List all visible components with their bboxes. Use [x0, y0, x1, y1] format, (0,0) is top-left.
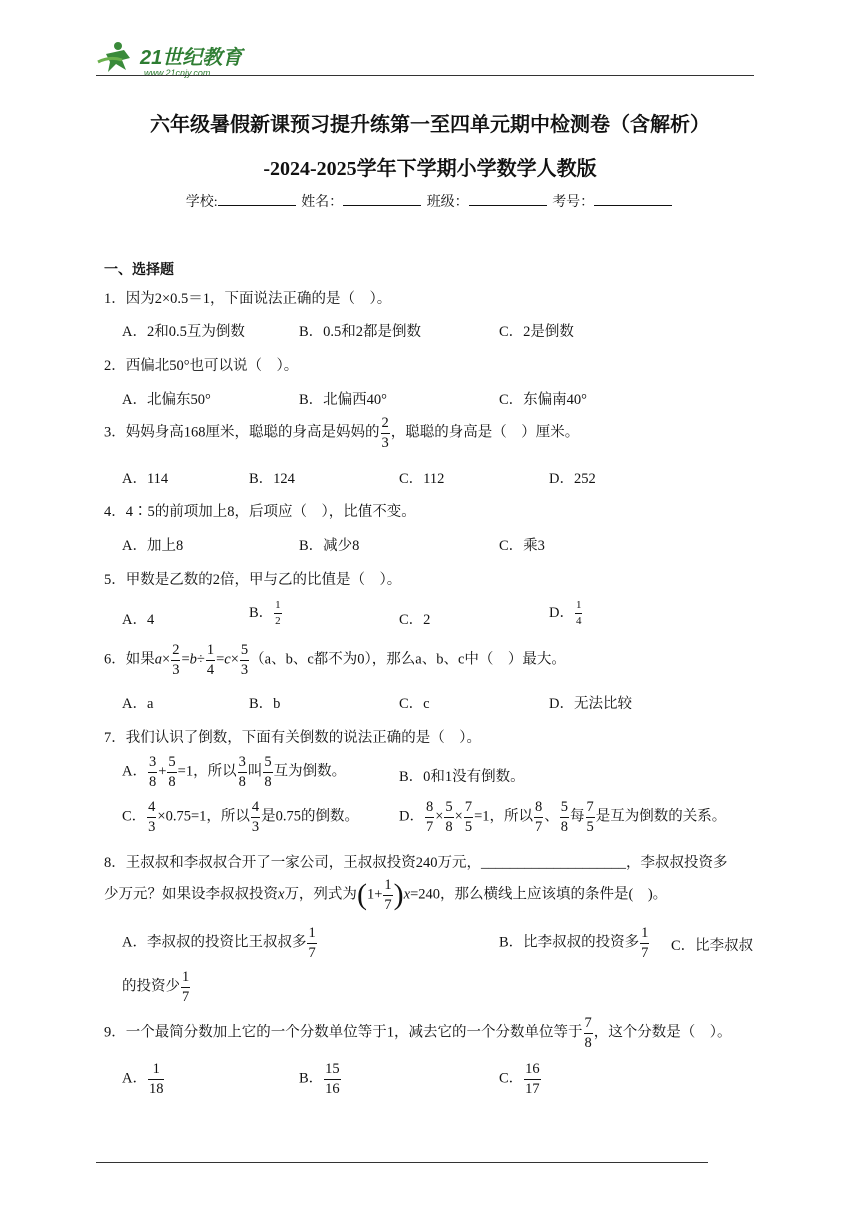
question-6: 6．如果a× $\frac{2}{3}$ =b÷ $\frac{1}{4}$ =c× $\frac{5}{3}$ （a、b、c都不为0），那么a、b、c中（ ）最大。: [104, 642, 566, 678]
q5-option-d[interactable]: D． $\frac{1}{4}$: [549, 599, 582, 627]
question-8-line2: 少万元？如果设李叔叔投资x万，列式为(1+ $\frac{1}{7}$ )x=240，那么横线上应该填的条件是( )。: [104, 877, 668, 913]
q8-option-a[interactable]: A．李叔叔的投资比王叔叔多 $\frac{1}{7}$: [122, 925, 316, 961]
q9-option-c[interactable]: C． $\frac{16}{17}$: [499, 1061, 540, 1097]
q3-option-b[interactable]: B．124: [249, 471, 295, 487]
name-label: 姓名：: [301, 195, 344, 210]
q6-frac-3: $\frac{5}{3}$: [240, 642, 249, 678]
q9-option-a[interactable]: A． $\frac{1}{18}$: [122, 1061, 164, 1097]
q6-option-d[interactable]: D．无法比较: [549, 696, 632, 712]
runner-icon: [98, 42, 130, 72]
q7-option-d[interactable]: D． $\frac{8}{7}$ × $\frac{5}{8}$ × $\frac{7}{5}$ =1，所以 $\frac{8}{7}$ 、 $\frac{5}{8}$ 每 $\frac{7}{5}$ 是互为倒数的关系。: [399, 799, 727, 835]
q1-option-c[interactable]: C．2是倒数: [499, 324, 574, 340]
question-5: 5．甲数是乙数的2倍，甲与乙的比值是（ ）。: [104, 572, 402, 588]
class-blank[interactable]: [469, 193, 547, 206]
footer-rule: [96, 1162, 708, 1163]
q8-option-c-line2[interactable]: 的投资少 $\frac{1}{7}$: [122, 969, 190, 1005]
q4-option-a[interactable]: A．加上8: [122, 538, 184, 554]
question-7: 7．我们认识了倒数，下面有关倒数的说法正确的是（ ）。: [104, 730, 481, 746]
q5-d-fraction: $\frac{1}{4}$: [575, 599, 582, 627]
q5-option-b[interactable]: B． $\frac{1}{2}$: [249, 599, 281, 627]
question-2: 2．西偏北50°也可以说（ ）。: [104, 358, 299, 374]
student-info-row: [0, 191, 860, 211]
q3-option-d[interactable]: D．252: [549, 471, 596, 487]
exam-number-blank[interactable]: [594, 193, 672, 206]
q2-option-a[interactable]: A．北偏东50°: [122, 392, 211, 408]
logo-text: 21世纪教育: [140, 47, 243, 69]
question-3: [104, 416, 579, 450]
q6-option-c[interactable]: C．c: [399, 696, 430, 712]
exam-number-label: 考号：: [552, 195, 595, 210]
q7-option-b[interactable]: B．0和1没有倒数。: [399, 769, 525, 785]
school-label: 学校:: [185, 195, 218, 210]
q8-option-c-line1[interactable]: C．比李叔叔: [671, 938, 754, 954]
site-logo: [96, 40, 296, 80]
q6-option-b[interactable]: B．b: [249, 696, 281, 712]
school-blank[interactable]: [218, 193, 296, 206]
q3-option-c[interactable]: C．112: [399, 471, 445, 487]
q7-option-c[interactable]: C． $\frac{4}{3}$ ×0.75=1，所以 $\frac{4}{3}$ 是0.75的倒数。: [122, 799, 360, 835]
q4-option-c[interactable]: C．乘3: [499, 538, 545, 554]
q5-option-a[interactable]: A．4: [122, 612, 155, 628]
question-9: 9．一个最简分数加上它的一个分数单位等于1，减去它的一个分数单位等于 $\frac{7}{8}$ ，这个分数是（ ）。: [104, 1015, 732, 1051]
q3-stem-pre: 3．妈妈身高168厘米，聪聪的身高是妈妈的: [104, 424, 380, 441]
q3-option-a[interactable]: A．114: [122, 471, 169, 487]
logo-url: www.21cnjy.com: [144, 68, 211, 78]
q2-option-b[interactable]: B．北偏西40°: [299, 392, 387, 408]
q9-option-b[interactable]: B． $\frac{15}{16}$: [299, 1061, 340, 1097]
q2-option-c[interactable]: C．东偏南40°: [499, 392, 587, 408]
question-8-line1: 8．王叔叔和李叔叔合开了一家公司，王叔叔投资240万元，____________________，李叔叔投资多: [104, 855, 728, 871]
q4-option-b[interactable]: B．减少8: [299, 538, 360, 554]
q6-option-a[interactable]: A．a: [122, 696, 154, 712]
q1-option-a[interactable]: A．2和0.5互为倒数: [122, 324, 245, 340]
q3-stem-post: ，聪聪的身高是（ ）厘米。: [390, 424, 580, 441]
q1-option-b[interactable]: B．0.5和2都是倒数: [299, 324, 422, 340]
q5-option-c[interactable]: C．2: [399, 612, 431, 628]
q3-fraction: $\frac{2}{3}$: [381, 415, 389, 451]
class-label: 班级：: [426, 195, 469, 210]
header-rule: [96, 75, 754, 76]
q6-frac-1: $\frac{2}{3}$: [172, 642, 180, 678]
q7-option-a[interactable]: A． $\frac{3}{8}$ + $\frac{5}{8}$ =1，所以 $\frac{3}{8}$ 叫 $\frac{5}{8}$ 互为倒数。: [122, 754, 347, 790]
q5-b-fraction: $\frac{1}{2}$: [275, 599, 281, 627]
doc-title-line1: 六年级暑假新课预习提升练第一至四单元期中检测卷（含解析）: [150, 114, 710, 136]
question-1: 1．因为2×0.5＝1，下面说法正确的是（ ）。: [104, 291, 392, 307]
doc-title-line2: -2024-2025学年下学期小学数学人教版: [263, 158, 597, 180]
question-4: 4．4∶5的前项加上8，后项应（ ），比值不变。: [104, 504, 416, 520]
name-blank[interactable]: [343, 193, 421, 206]
q8-option-b[interactable]: B．比李叔叔的投资多 $\frac{1}{7}$: [499, 925, 649, 961]
section-title: 一、选择题: [104, 263, 174, 278]
q6-frac-2: $\frac{1}{4}$: [206, 642, 215, 678]
